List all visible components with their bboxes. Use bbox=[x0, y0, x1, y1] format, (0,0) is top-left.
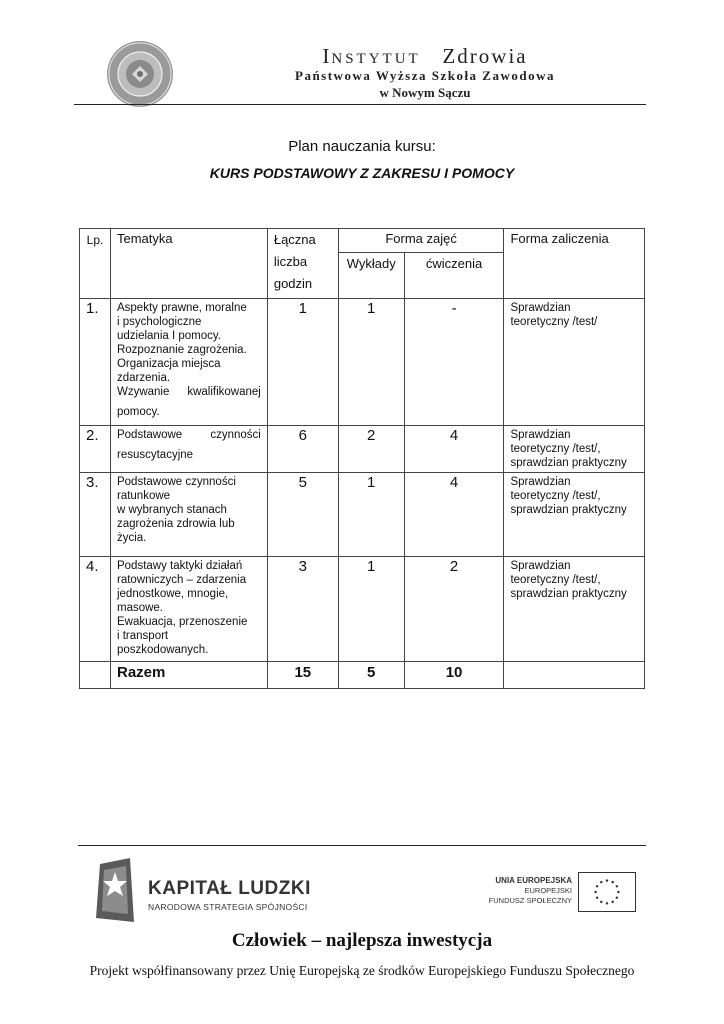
table-row bbox=[80, 557, 645, 662]
footer-divider bbox=[78, 845, 646, 846]
institute-location: w Nowym Sączu bbox=[379, 85, 471, 100]
row-lectures: 2 bbox=[338, 426, 404, 473]
row-exercises: - bbox=[404, 299, 504, 426]
eu-fund-text: UNIA EUROPEJSKA EUROPEJSKI FUNDUSZ SPOŁECZNY bbox=[488, 876, 572, 905]
eu-flag-icon bbox=[578, 872, 636, 912]
row-lp: 3. bbox=[80, 473, 111, 557]
header-tematyka: Tematyka bbox=[110, 229, 267, 299]
row-hours: 1 bbox=[267, 299, 338, 426]
row-lectures: 1 bbox=[338, 557, 404, 662]
row-topic: Podstawy taktyki działań ratowniczych – zdarzenia jednostkowe, mnogie, masowe. Ewakuacja, przenoszenie i transport poszkodowanych. bbox=[110, 557, 267, 662]
row-topic: Podstawowe czynności ratunkowe w wybranych stanach zagrożenia zdrowia lub życia. bbox=[110, 473, 267, 557]
row-assessment: Sprawdzian teoretyczny /test/, sprawdzian praktyczny bbox=[504, 557, 645, 662]
university-seal-icon bbox=[106, 40, 174, 108]
header-cwiczenia: ćwiczenia bbox=[404, 253, 504, 299]
footer-motto: Człowiek – najlepsza inwestycja bbox=[231, 930, 493, 951]
footer-project-note: Projekt współfinansowany przez Unię Europejską ze środków Europejskiego Funduszu Społecznego bbox=[89, 963, 635, 978]
row-assessment: Sprawdzian teoretyczny /test/, sprawdzian praktyczny bbox=[504, 426, 645, 473]
institute-title: INSTYTUT Zdrowia bbox=[322, 44, 528, 68]
curriculum-table bbox=[79, 228, 645, 689]
institute-subtitle: Państwowa Wyższa Szkoła Zawodowa bbox=[295, 68, 555, 83]
row-topic: Aspekty prawne, moralne i psychologiczne udzielania I pomocy. Rozpoznanie zagrożenia. Organizacja miejsca zdarzenia. Wzywanie kwalifikowanej pomocy. bbox=[110, 299, 267, 426]
total-lp bbox=[80, 662, 111, 689]
row-lp: 4. bbox=[80, 557, 111, 662]
row-hours: 3 bbox=[267, 557, 338, 662]
total-lectures: 5 bbox=[338, 662, 404, 689]
row-exercises: 2 bbox=[404, 557, 504, 662]
table-row bbox=[80, 426, 645, 473]
header-forma-zajec: Forma zajęć bbox=[338, 229, 504, 253]
row-exercises: 4 bbox=[404, 473, 504, 557]
header-wyklady: Wykłady bbox=[338, 253, 404, 299]
row-topic: Podstawowe czynności resuscytacyjne bbox=[110, 426, 267, 473]
row-hours: 5 bbox=[267, 473, 338, 557]
header-laczna: Łączna liczba godzin bbox=[267, 229, 338, 299]
table-row bbox=[80, 299, 645, 426]
row-lp: 1. bbox=[80, 299, 111, 426]
table-row bbox=[80, 473, 645, 557]
row-exercises: 4 bbox=[404, 426, 504, 473]
total-exercises: 10 bbox=[404, 662, 504, 689]
row-assessment: Sprawdzian teoretyczny /test/ bbox=[504, 299, 645, 426]
header-divider bbox=[74, 104, 646, 105]
total-assessment bbox=[504, 662, 645, 689]
row-assessment: Sprawdzian teoretyczny /test/, sprawdzian praktyczny bbox=[504, 473, 645, 557]
course-title: KURS PODSTAWOWY Z ZAKRESU I POMOCY bbox=[209, 165, 515, 181]
kapital-ludzki-subtitle: NARODOWA STRATEGIA SPÓJNOŚCI bbox=[148, 902, 308, 912]
row-hours: 6 bbox=[267, 426, 338, 473]
header-lp: Lp. bbox=[80, 229, 111, 299]
header-forma-zaliczenia: Forma zaliczenia bbox=[504, 229, 645, 299]
row-lp: 2. bbox=[80, 426, 111, 473]
row-lectures: 1 bbox=[338, 473, 404, 557]
row-lectures: 1 bbox=[338, 299, 404, 426]
plan-title: Plan nauczania kursu: bbox=[288, 138, 436, 155]
total-hours: 15 bbox=[267, 662, 338, 689]
kapital-ludzki-title: KAPITAŁ LUDZKI bbox=[148, 878, 311, 899]
kapital-ludzki-logo-icon bbox=[90, 856, 140, 926]
total-label: Razem bbox=[110, 662, 267, 689]
total-row bbox=[80, 662, 645, 689]
